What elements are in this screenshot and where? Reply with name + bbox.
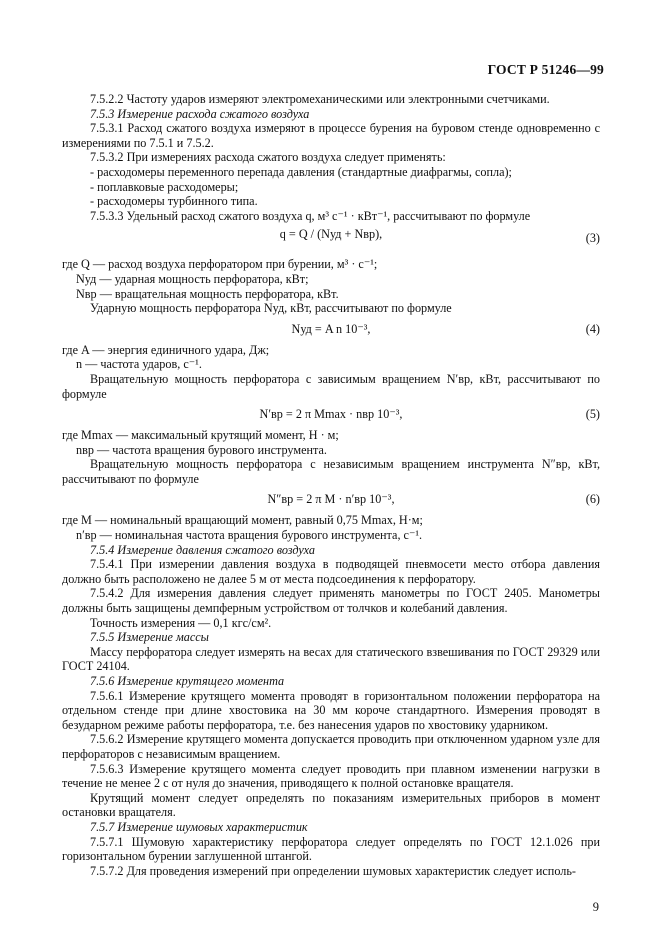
- heading-7-5-3: 7.5.3 Измерение расхода сжатого воздуха: [90, 106, 310, 121]
- para-7-5-6-3: 7.5.6.3 Измерение крутящего момента следует проводить при плавном изменении нагрузки в течение не менее 2 с от нуля до значения, приводящего к полной остановке вращателя.: [62, 761, 600, 791]
- formula-3-number: (3): [585, 231, 600, 246]
- para-7-5-7-2: 7.5.7.2 Для проведения измерений при определении шумовых характеристик следует исполь-: [90, 863, 576, 878]
- formula-5-number: (5): [585, 407, 600, 422]
- list-item: - расходомеры турбинного типа.: [90, 194, 258, 209]
- heading-7-5-4: 7.5.4 Измерение давления сжатого воздуха: [90, 542, 315, 557]
- formula-4-number: (4): [585, 321, 600, 336]
- para-7-5-2-2: 7.5.2.2 Частоту ударов измеряют электромеханическими или электронными счетчиками.: [90, 92, 550, 106]
- para-independent-rotation: Вращательную мощность перфоратора с независимым вращением инструмента N″вр, кВт, рассчитывают по формуле: [62, 457, 600, 486]
- definition-line: где A — энергия единичного удара, Дж;: [62, 342, 270, 357]
- list-item: - поплавковые расходомеры;: [90, 179, 239, 194]
- para-7-5-3-3: 7.5.3.3 Удельный расход сжатого воздуха q, м³ с⁻¹ · кВт⁻¹, рассчитывают по формуле: [90, 208, 531, 223]
- formula-5: [62, 401, 600, 428]
- page-number: 9: [592, 900, 599, 914]
- formula-5-expression: N′вр = 2 π Mmax · nвр 10⁻³,: [259, 407, 403, 422]
- definition-line: где Q — расход воздуха перфоратором при бурении, м³ · с⁻¹;: [62, 257, 378, 272]
- formula-4-expression: Nуд = A n 10⁻³,: [291, 321, 371, 336]
- heading-7-5-5: 7.5.5 Измерение массы: [90, 630, 209, 645]
- definition-line: n — частота ударов, с⁻¹.: [76, 357, 202, 372]
- para-7-5-3-1: 7.5.3.1 Расход сжатого воздуха измеряют в процессе бурения на буровом стенде одновременно с измерениями по 7.5.1 и 7.5.2.: [62, 121, 600, 150]
- formula-6: [62, 486, 600, 513]
- para-7-5-6-2: 7.5.6.2 Измерение крутящего момента допускается проводить при отключенном ударном узле для перфораторов с независимым вращением.: [62, 732, 600, 761]
- formula-6-number: (6): [585, 492, 600, 507]
- heading-7-5-6: 7.5.6 Измерение крутящего момента: [90, 674, 285, 688]
- para-7-5-3-2: 7.5.3.2 При измерениях расхода сжатого воздуха следует применять:: [90, 150, 446, 165]
- para-7-5-4-1: 7.5.4.1 При измерении давления воздуха в подводящей пневмосети место отбора давления должно быть расположено не далее 5 м от места подсоединения к перфоратору.: [62, 557, 600, 586]
- document-header: ГОСТ Р 51246—99: [487, 62, 604, 77]
- document-body: [62, 92, 600, 878]
- definition-line: n′вр — номинальная частота вращения бурового инструмента, с⁻¹.: [76, 528, 423, 543]
- para-dependent-rotation: Вращательную мощность перфоратора с зависимым вращением N′вр, кВт, рассчитывают по формуле: [62, 371, 600, 401]
- formula-6-expression: N″вр = 2 π M · n′вр 10⁻³,: [267, 492, 395, 507]
- formula-3-expression: q = Q / (Nуд + Nвр),: [279, 227, 383, 242]
- definition-line: где Mmax — максимальный крутящий момент, Н · м;: [62, 428, 339, 443]
- formula-3: [62, 223, 600, 257]
- definition-line: nвр — частота вращения бурового инструмента.: [76, 442, 327, 457]
- para-torque-reading: Крутящий момент следует определять по показаниям измерительных приборов в момент остановки вращателя.: [62, 790, 600, 820]
- para-7-5-6-1: 7.5.6.1 Измерение крутящего момента проводят в горизонтальном положении перфоратора на отдельном стенде при длине хвостовика на 30 мм короче стандартного. Измерения проводят в безударном режиме работы перфоратора, т.е. без нанесения ударов по хвостовику ударником.: [62, 688, 600, 732]
- formula-4: [62, 316, 600, 343]
- para-accuracy: Точность измерения — 0,1 кгс/см².: [90, 615, 272, 630]
- list-item: - расходомеры переменного перепада давления (стандартные диафрагмы, сопла);: [90, 164, 512, 179]
- para-7-5-4-2: 7.5.4.2 Для измерения давления следует применять манометры по ГОСТ 2405. Манометры должны быть защищены демпферным устройством от толчков и колебаний давления.: [62, 586, 600, 616]
- definition-line: Nуд — ударная мощность перфоратора, кВт;: [76, 271, 309, 286]
- para-impact-power: Ударную мощность перфоратора Nуд, кВт, рассчитывают по формуле: [90, 301, 452, 316]
- para-7-5-7-1: 7.5.7.1 Шумовую характеристику перфоратора следует определять по ГОСТ 12.1.026 при горизонтальном бурении заглушенной штангой.: [62, 834, 600, 864]
- heading-7-5-7: 7.5.7 Измерение шумовых характеристик: [90, 819, 308, 834]
- para-mass: Массу перфоратора следует измерять на весах для статического взвешивания по ГОСТ 29329 или ГОСТ 24104.: [62, 644, 600, 674]
- definition-line: Nвр — вращательная мощность перфоратора, кВт.: [76, 286, 339, 301]
- definition-line: где M — номинальный вращающий момент, равный 0,75 Mmax, Н·м;: [62, 513, 423, 528]
